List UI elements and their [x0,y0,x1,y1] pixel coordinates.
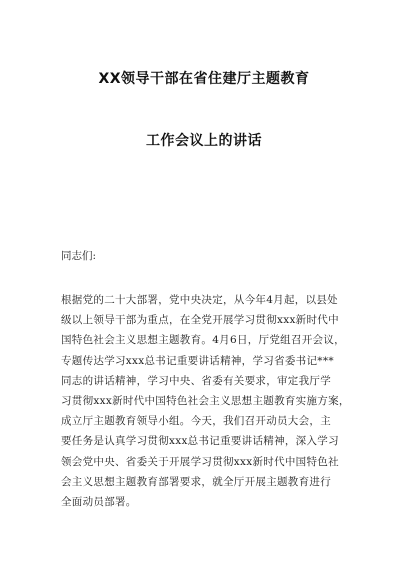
paragraph-line: 专题传达学习xxx总书记重要讲话精神，学习省委书记*** [61,354,334,367]
paragraph-line: 要任务是认真学习贯彻xxx总书记重要讲话精神，深入学习 [61,435,339,448]
paragraph-line: 级以上领导干部为重点，在全党开展学习贯彻xxx新时代中 [61,314,339,327]
paragraph-line: 全面动员部署。 [61,496,137,509]
salutation: 同志们: [61,250,97,262]
body-paragraph [61,290,361,512]
document-title-line-1: XX领导干部在省住建厅主题教育 [98,71,310,87]
paragraph-line: 同志的讲话精神，学习中央、省委有关要求，审定我厅学 [61,374,331,387]
paragraph-line: 根据党的二十大部署，党中央决定，从今年4月起，以县处 [61,294,338,306]
document-title-line-2: 工作会议上的讲话 [146,133,262,149]
paragraph-line: 习贯彻xxx新时代中国特色社会主义思想主题教育实施方案， [61,395,350,408]
paragraph-line: 会主义思想主题教育部署要求，就全厅开展主题教育进行 [61,475,331,488]
paragraph-line: 国特色社会主义思想主题教育。4月6日，厅党组召开会议， [61,334,345,347]
paragraph-line: 成立厅主题教育领导小组。今天，我们召开动员大会，主 [61,415,331,428]
paragraph-line: 领会党中央、省委关于开展学习贯彻xxx新时代中国特色社 [61,455,339,468]
